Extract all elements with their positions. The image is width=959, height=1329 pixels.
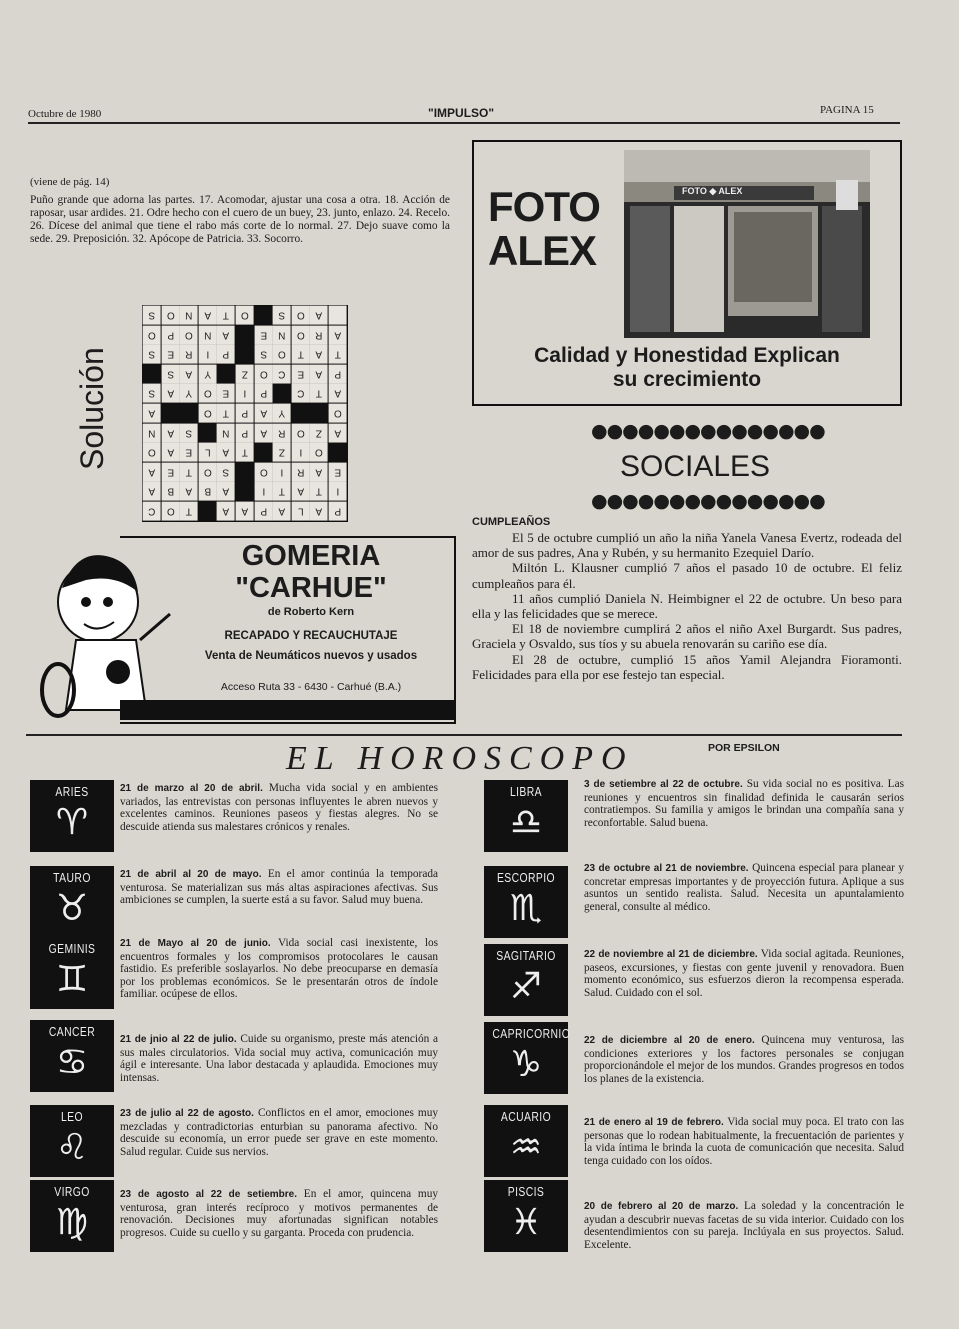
crossword-cell: Z bbox=[236, 365, 254, 384]
crossword-cell: N bbox=[143, 424, 161, 443]
horoscope-dates: 23 de octubre al 21 de noviembre. bbox=[584, 863, 749, 874]
foto-alex-name-1: FOTO bbox=[488, 183, 600, 230]
crossword-black-cell bbox=[329, 443, 347, 462]
aries-icon bbox=[30, 780, 114, 852]
crossword-cell: C bbox=[143, 502, 161, 521]
crossword-cell: A bbox=[310, 365, 328, 384]
crossword-cell: A bbox=[310, 463, 328, 482]
crossword-cell: A bbox=[143, 463, 161, 482]
crossword-cell: L bbox=[199, 443, 217, 462]
crossword-cell: E bbox=[329, 463, 347, 482]
tire-mascot bbox=[36, 540, 176, 720]
horoscope-entry bbox=[584, 1034, 904, 1085]
solution-label: Solución bbox=[74, 347, 110, 470]
crossword-cell: P bbox=[255, 502, 273, 521]
crossword-cell: T bbox=[310, 482, 328, 501]
crossword-cell: A bbox=[217, 326, 235, 345]
crossword-cell: O bbox=[162, 502, 180, 521]
zodiac-sign-name: CAPRICORNIO bbox=[492, 1026, 571, 1041]
crossword-cell: P bbox=[329, 365, 347, 384]
cumpleanos-heading: CUMPLEAÑOS bbox=[472, 516, 551, 528]
crossword-cell: T bbox=[329, 345, 347, 364]
tauro-icon bbox=[30, 866, 114, 938]
crossword-cell: I bbox=[236, 384, 254, 403]
crossword-cell: P bbox=[236, 404, 254, 423]
crossword-cell: S bbox=[273, 306, 291, 325]
zodiac-glyph-icon: ♋ bbox=[55, 1042, 89, 1083]
horoscope-text: Conflictos en el amor, emociones muy mezcladas y contradictorias enturbian su panorama afectivo. No descuide su economía, un error puede ser grave en este momento. Salud regular. Cuide sus nervios. bbox=[120, 1107, 438, 1158]
crossword-cell: I bbox=[273, 463, 291, 482]
crossword-cell: S bbox=[255, 345, 273, 364]
horoscope-text: Quincena muy venturosa, las condiciones exteriores y los factores personales se conjugan proporcionándole el mejor de los mundos. Grandes progresos en todos los planes de la existencia. bbox=[584, 1034, 904, 1085]
crossword-cell: A bbox=[329, 384, 347, 403]
crossword-cell: I bbox=[292, 443, 310, 462]
crossword-cell: A bbox=[217, 482, 235, 501]
horoscope-dates: 22 de noviembre al 21 de diciembre. bbox=[584, 949, 758, 960]
crossword-cell: N bbox=[199, 326, 217, 345]
crossword-cell: A bbox=[329, 424, 347, 443]
crossword-cell: A bbox=[255, 424, 273, 443]
horoscope-text: Mucha vida social y en ambientes variados, las entrevistas con personas influyentes le abren nuevos y excelentes caminos. Reuniones paseos y fiestas alegres. No se descuide atienda sus malestares crónicos y renales. bbox=[120, 782, 439, 833]
gomeria-address: Acceso Ruta 33 - 6430 - Carhué (B.A.) bbox=[220, 681, 402, 693]
crossword-cell: A bbox=[143, 404, 161, 423]
gomeria-owner: de Roberto Kern bbox=[267, 606, 355, 618]
crossword-cell: A bbox=[273, 502, 291, 521]
crossword-cell: O bbox=[329, 404, 347, 423]
sociales-p3: 11 años cumplió Daniela N. Heimbigner el 22 de octubre. Un beso para ella y las felicidades que se merece. bbox=[472, 590, 902, 622]
crossword-cell: N bbox=[180, 306, 198, 325]
crossword-cell: S bbox=[217, 463, 235, 482]
foto-alex-headline-1: Calidad y Honestidad Explican bbox=[534, 344, 840, 367]
horoscope-rule bbox=[26, 734, 902, 736]
horoscope-dates: 22 de diciembre al 20 de enero. bbox=[584, 1035, 755, 1046]
crossword-cell: E bbox=[255, 326, 273, 345]
crossword-black-cell bbox=[199, 424, 217, 443]
zodiac-sign-name: ESCORPIO bbox=[496, 870, 556, 885]
zodiac-glyph-icon: ♑ bbox=[509, 1044, 543, 1085]
zodiac-sign-name: LIBRA bbox=[509, 784, 543, 799]
crossword-grid bbox=[142, 305, 348, 522]
horoscope-dates: 21 de jnio al 22 de julio. bbox=[120, 1034, 237, 1045]
crossword-cell: P bbox=[255, 384, 273, 403]
sociales-dots-bottom: ●●●●●●●●●●●●●●● bbox=[591, 490, 825, 512]
horoscope-text: Su vida social no es positiva. Las reuniones y encuentros sin finalidad definida le causarán serios contratiempos. Su familia y amigos le brindan una compañía sana y reconfortable. Salud buena. bbox=[584, 778, 904, 829]
zodiac-sign-name: VIRGO bbox=[54, 1184, 90, 1199]
crossword-cell: A bbox=[180, 482, 198, 501]
crossword-cell: O bbox=[292, 326, 310, 345]
crossword-cell: B bbox=[199, 482, 217, 501]
horoscope-dates: 21 de abril al 20 de mayo. bbox=[120, 869, 262, 880]
crossword-cell: A bbox=[217, 502, 235, 521]
sociales-dots-top: ●●●●●●●●●●●●●●● bbox=[591, 420, 825, 442]
crossword-cell: R bbox=[292, 463, 310, 482]
zodiac-sign-name: ARIES bbox=[55, 784, 89, 799]
header-date: Octubre de 1980 bbox=[28, 108, 102, 120]
crossword-cell: A bbox=[310, 345, 328, 364]
sociales-p1: El 5 de octubre cumplió un año la niña Yanela Vanesa Evertz, rodeada del amor de sus padres, Ana y Rubén, y su hermanito Ezequiel Darío. bbox=[472, 530, 902, 561]
crossword-cell: O bbox=[180, 326, 198, 345]
crossword-black-cell bbox=[236, 482, 254, 501]
horoscope-dates: 23 de julio al 22 de agosto. bbox=[120, 1108, 254, 1119]
sociales-title: SOCIALES bbox=[620, 450, 771, 483]
crossword-cell: S bbox=[180, 424, 198, 443]
crossword-cell: Y bbox=[180, 384, 198, 403]
crossword-cell: A bbox=[310, 306, 328, 325]
horoscope-dates: 3 de setiembre al 22 de octubre. bbox=[584, 779, 743, 790]
crossword-black-cell bbox=[310, 404, 328, 423]
horoscope-entry bbox=[120, 1107, 438, 1158]
crossword-cell: A bbox=[329, 326, 347, 345]
sociales-body bbox=[472, 530, 902, 682]
cancer-icon bbox=[30, 1020, 114, 1092]
header-page: PAGINA 15 bbox=[820, 104, 874, 116]
horoscope-entry bbox=[584, 1200, 904, 1251]
zodiac-sign-name: PISCIS bbox=[507, 1184, 545, 1199]
crossword-cell: R bbox=[180, 345, 198, 364]
horoscope-text: Vida social muy poca. El trato con las personas que lo rodean habitualmente, la frecuentación de parientes y la vida íntima le brinda la cuota de comunicación que necesita. Salud tenga cuidado con los oídos. bbox=[584, 1116, 905, 1167]
zodiac-glyph-icon: ♊ bbox=[55, 959, 89, 1000]
zodiac-sign-name: GEMINIS bbox=[48, 941, 96, 956]
zodiac-glyph-icon: ♎ bbox=[509, 802, 543, 843]
horoscope-title: EL HOROSCOPO bbox=[286, 740, 634, 777]
horoscope-entry bbox=[120, 868, 438, 907]
sociales-p5: El 28 de octubre, cumplió 15 años Yamil Alejandra Fioramonti. Felicidades para ella por ese festejo tan especial. bbox=[472, 651, 902, 682]
crossword-cell: N bbox=[217, 424, 235, 443]
header-rule bbox=[28, 122, 900, 124]
horoscope-text: La soledad y la concentración le ayudan a descubrir nuevas facetas de su vida interior. Cuidado con los desentendimientos con su pareja. Inclúyala en sus proyectos. Salud. Excelente. bbox=[584, 1200, 904, 1251]
header-paper: "IMPULSO" bbox=[428, 106, 495, 120]
zodiac-glyph-icon: ♍ bbox=[55, 1202, 89, 1243]
leo-icon bbox=[30, 1105, 114, 1177]
horoscope-dates: 21 de Mayo al 20 de junio. bbox=[120, 938, 271, 949]
crossword-cell: Y bbox=[199, 365, 217, 384]
crossword-definitions: Puño grande que adorna las partes. 17. Acomodar, ajustar una cosa a otra. 18. Acción de raposar, usar ardides. 21. Odre hecho con el cuero de un buey, 23. junto, enlazo. 24. Recelo. 26. Dícese del animal que tiene el rabo más corte de lo normal. 27. Dejo suave como la sede. 29. Preposición. 32. Apócope de Patricia. 33. Socorro. bbox=[30, 194, 450, 245]
crossword-black-cell bbox=[217, 365, 235, 384]
crossword-cell: S bbox=[143, 384, 161, 403]
crossword-cell: A bbox=[199, 306, 217, 325]
piscis-icon bbox=[484, 1180, 568, 1252]
crossword-black-cell bbox=[292, 404, 310, 423]
crossword-cell: S bbox=[143, 345, 161, 364]
crossword-cell: R bbox=[310, 326, 328, 345]
continued-note: (viene de pág. 14) bbox=[30, 176, 110, 188]
zodiac-glyph-icon: ♒ bbox=[509, 1127, 543, 1168]
crossword-black-cell bbox=[236, 345, 254, 364]
foto-alex-headline-2: su crecimiento bbox=[612, 368, 762, 391]
crossword-cell: R bbox=[273, 424, 291, 443]
sagitario-icon bbox=[484, 944, 568, 1016]
crossword-cell: P bbox=[217, 345, 235, 364]
crossword-cell: T bbox=[180, 463, 198, 482]
crossword-cell: P bbox=[329, 502, 347, 521]
crossword-black-cell bbox=[273, 384, 291, 403]
crossword-cell: Y bbox=[273, 404, 291, 423]
crossword-cell: S bbox=[162, 365, 180, 384]
gomeria-services: RECAPADO Y RECAUCHUTAJE bbox=[224, 630, 398, 642]
crossword-cell: O bbox=[162, 306, 180, 325]
crossword-black-cell bbox=[236, 326, 254, 345]
crossword-cell: O bbox=[255, 365, 273, 384]
crossword-cell: T bbox=[310, 384, 328, 403]
horoscope-dates: 20 de febrero al 20 de marzo. bbox=[584, 1201, 739, 1212]
crossword-cell: C bbox=[273, 365, 291, 384]
storefront-photo bbox=[624, 150, 870, 338]
crossword-cell: A bbox=[162, 443, 180, 462]
zodiac-glyph-icon: ♉ bbox=[55, 888, 89, 929]
crossword-cell: O bbox=[236, 306, 254, 325]
foto-alex-ad bbox=[472, 140, 902, 406]
zodiac-glyph-icon: ♓ bbox=[509, 1202, 543, 1243]
horoscope-dates: 21 de marzo al 20 de abril. bbox=[120, 783, 263, 794]
gomeria-title-2: "CARHUE" bbox=[235, 572, 387, 604]
horoscope-entry bbox=[584, 1116, 904, 1167]
horoscope-dates: 23 de agosto al 22 de setiembre. bbox=[120, 1189, 298, 1200]
horoscope-byline: POR EPSILON bbox=[708, 742, 780, 754]
crossword-cell: O bbox=[199, 463, 217, 482]
crossword-cell: O bbox=[273, 345, 291, 364]
gomeria-bar bbox=[120, 700, 456, 720]
zodiac-sign-name: SAGITARIO bbox=[496, 948, 556, 963]
crossword-black-cell bbox=[199, 502, 217, 521]
zodiac-glyph-icon: ♈ bbox=[55, 802, 89, 843]
horoscope-text: En el amor continúa la temporada venturosa. Se materializan sus más altas aspiraciones afectivas. Sus ambiciones se cumplen, la suerte está a su favor. Salud muy buena. bbox=[120, 868, 438, 907]
horoscope-entry bbox=[584, 778, 904, 829]
zodiac-sign-name: ACUARIO bbox=[500, 1109, 552, 1124]
crossword-cell: T bbox=[236, 443, 254, 462]
horoscope-entry bbox=[120, 782, 438, 833]
zodiac-sign-name: LEO bbox=[60, 1109, 83, 1124]
horoscope-text: Quincena especial para planear y concretar empresas importantes y de proyección futura. Aplique a sus asuntos un sentido realista. Salud. Necesita un apuntalamiento general, consulte al médico. bbox=[584, 862, 904, 913]
crossword-cell: O bbox=[199, 384, 217, 403]
crossword-cell: A bbox=[255, 404, 273, 423]
horoscope-text: Vida social agitada. Reuniones, paseos, excursiones, y fiestas con gente juvenil y renovadora. Buen momento económico, sus esfuerzos dieron la recompensa esperada. Salud. Cuidado con el sol. bbox=[584, 948, 905, 999]
horoscope-text: Vida social casi inexistente, los encuentros formales y los compromisos protocolares le causan fastidio. Es preferible soslayarlos. No debe preocuparse en demasía por los problemas económicos. Se le presentarán otros de índole familiar. ocúpese de ellos. bbox=[120, 937, 439, 1001]
crossword-black-cell bbox=[255, 443, 273, 462]
crossword-black-cell bbox=[143, 365, 161, 384]
zodiac-glyph-icon: ♌ bbox=[55, 1127, 89, 1168]
gomeria-title-1: GOMERIA bbox=[241, 540, 381, 572]
crossword-cell: I bbox=[255, 482, 273, 501]
crossword-black-cell bbox=[180, 404, 198, 423]
crossword-cell: T bbox=[217, 404, 235, 423]
zodiac-glyph-icon: ♐ bbox=[509, 966, 543, 1007]
crossword-cell: O bbox=[143, 443, 161, 462]
horoscope-entry bbox=[584, 862, 904, 913]
libra-icon bbox=[484, 780, 568, 852]
crossword-cell: S bbox=[143, 306, 161, 325]
crossword-black-cell bbox=[162, 404, 180, 423]
crossword-cell: P bbox=[236, 424, 254, 443]
horoscope-entry bbox=[584, 948, 904, 999]
horoscope-entry bbox=[120, 1033, 438, 1084]
crossword-cell: A bbox=[292, 482, 310, 501]
crossword-cell: A bbox=[162, 424, 180, 443]
crossword-cell: T bbox=[217, 306, 235, 325]
crossword-cell: I bbox=[329, 482, 347, 501]
crossword-cell: T bbox=[180, 502, 198, 521]
horoscope-dates: 21 de enero al 19 de febrero. bbox=[584, 1117, 724, 1128]
sociales-p4: El 18 de noviembre cumplirá 2 años el niño Axel Burgardt. Sus padres, Graciela y Osvaldo, sus tíos y su abuela renovarán su cariño ese día. bbox=[472, 621, 902, 652]
crossword-cell: Z bbox=[273, 443, 291, 462]
crossword-cell: C bbox=[292, 384, 310, 403]
foto-alex-name-2: ALEX bbox=[488, 227, 597, 274]
crossword-cell: O bbox=[310, 443, 328, 462]
geminis-icon bbox=[30, 937, 114, 1009]
crossword-cell: A bbox=[162, 384, 180, 403]
crossword-cell: T bbox=[273, 482, 291, 501]
crossword-cell: B bbox=[162, 482, 180, 501]
crossword-cell: A bbox=[236, 502, 254, 521]
sociales-p2: Miltón L. Klausner cumplió 7 años el pasado 10 de octubre. El feliz cumpleaños para él. bbox=[472, 560, 902, 591]
capricornio-icon bbox=[484, 1022, 571, 1094]
crossword-black-cell bbox=[236, 463, 254, 482]
virgo-icon bbox=[30, 1180, 114, 1252]
crossword-cell: E bbox=[162, 463, 180, 482]
crossword-cell: O bbox=[199, 404, 217, 423]
storefront-sign: FOTO ◆ ALEX bbox=[682, 186, 743, 196]
crossword-cell: O bbox=[255, 463, 273, 482]
crossword-cell: A bbox=[217, 443, 235, 462]
zodiac-glyph-icon: ♏ bbox=[509, 888, 543, 929]
zodiac-sign-name: CANCER bbox=[48, 1024, 96, 1039]
crossword-cell: Z bbox=[310, 424, 328, 443]
crossword-cell: N bbox=[273, 326, 291, 345]
horoscope-entry bbox=[120, 1188, 438, 1239]
crossword-cell: L bbox=[292, 502, 310, 521]
crossword-cell: E bbox=[180, 443, 198, 462]
crossword-cell: I bbox=[199, 345, 217, 364]
zodiac-sign-name: TAURO bbox=[53, 870, 91, 885]
crossword-cell: O bbox=[292, 306, 310, 325]
gomeria-sales: Venta de Neumáticos nuevos y usados bbox=[204, 650, 418, 662]
horoscope-entry bbox=[120, 937, 438, 1001]
crossword-cell bbox=[329, 306, 347, 325]
crossword-cell: A bbox=[310, 502, 328, 521]
crossword-cell: A bbox=[180, 365, 198, 384]
horoscope-text: En el amor, quincena muy venturosa, gran interés recíproco y motivos permanentes de renovación. Decisiones muy afortunadas significan notables progresos. Cuide su cuello y su garganta. Proceda con prudencia. bbox=[120, 1188, 438, 1239]
crossword-cell: E bbox=[162, 345, 180, 364]
horoscope-text: Cuide su organismo, preste más atención a sus males circulatorios. Vida social muy activa, comunicación muy ágil e interesante. Una labor destacada y aplaudida. Emociones muy intensas. bbox=[120, 1033, 438, 1084]
crossword-cell: P bbox=[162, 326, 180, 345]
crossword-cell: O bbox=[143, 326, 161, 345]
crossword-cell: E bbox=[217, 384, 235, 403]
crossword-black-cell bbox=[255, 306, 273, 325]
crossword-cell: T bbox=[292, 345, 310, 364]
crossword-cell: A bbox=[143, 482, 161, 501]
acuario-icon bbox=[484, 1105, 568, 1177]
crossword-cell: E bbox=[292, 365, 310, 384]
crossword-cell: O bbox=[292, 424, 310, 443]
escorpio-icon bbox=[484, 866, 568, 938]
